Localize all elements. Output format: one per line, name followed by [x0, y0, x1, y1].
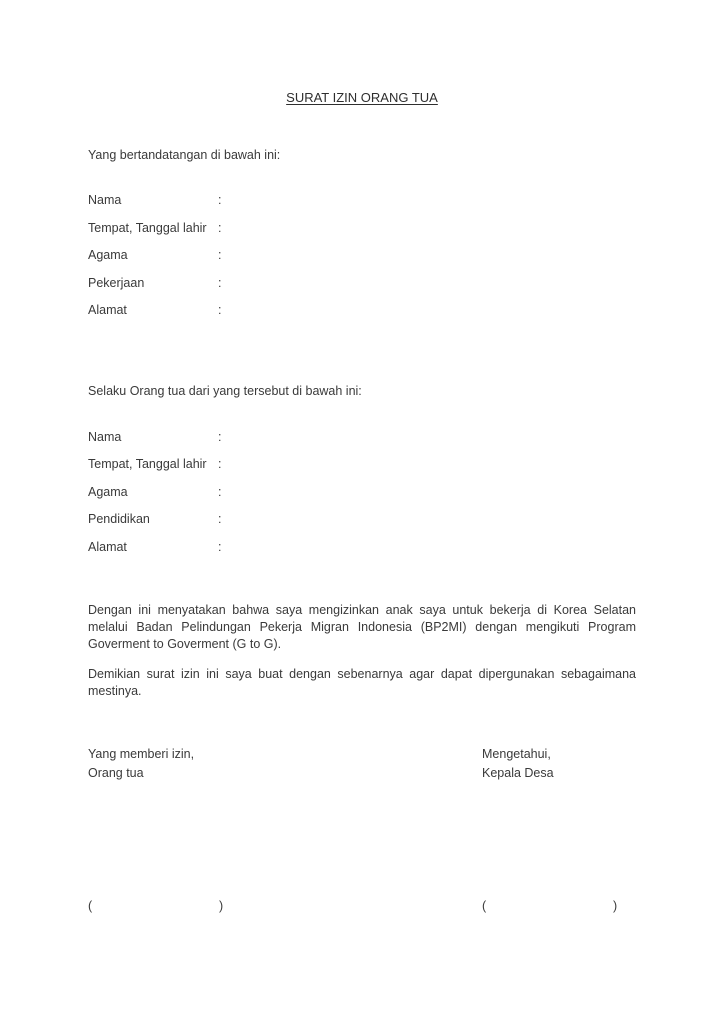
signature-right-title: Mengetahui,	[482, 747, 551, 761]
field-colon: :	[218, 221, 222, 235]
signature-right-open-paren: (	[482, 899, 487, 913]
field-label: Pendidikan	[88, 512, 150, 526]
field-colon: :	[218, 512, 222, 526]
signature-left-title: Yang memberi izin,	[88, 747, 195, 761]
signer-intro: Yang bertandatangan di bawah ini:	[88, 148, 281, 162]
field-colon: :	[218, 248, 222, 262]
field-colon: :	[218, 193, 222, 207]
signature-left-close-paren: )	[219, 899, 224, 913]
field-label: Nama	[88, 193, 122, 207]
field-colon: :	[218, 303, 222, 317]
letter-title	[0, 90, 724, 105]
closing-paragraph: Demikian surat izin ini saya buat dengan sebenarnya agar dapat dipergunakan sebagaimana mestinya.	[88, 667, 636, 698]
signature-left-open-paren: (	[88, 899, 93, 913]
signature-right-role: Kepala Desa	[482, 766, 554, 780]
field-label: Agama	[88, 485, 128, 499]
field-label: Agama	[88, 248, 128, 262]
field-label: Tempat, Tanggal lahir	[88, 457, 207, 471]
letter-title-text: SURAT IZIN ORANG TUA	[286, 90, 438, 105]
field-colon: :	[218, 276, 222, 290]
field-colon: :	[218, 430, 222, 444]
field-colon: :	[218, 485, 222, 499]
field-label: Nama	[88, 430, 122, 444]
field-label: Tempat, Tanggal lahir	[88, 221, 207, 235]
child-intro: Selaku Orang tua dari yang tersebut di bawah ini:	[88, 384, 362, 398]
field-label: Pekerjaan	[88, 276, 145, 290]
field-label: Alamat	[88, 303, 127, 317]
statement-paragraph: Dengan ini menyatakan bahwa saya mengizinkan anak saya untuk bekerja di Korea Selatan melalui Badan Pelindungan Pekerja Migran Indonesia (BP2MI) dengan mengikuti Program Goverment to Goverment (G to G).	[88, 603, 636, 651]
field-colon: :	[218, 457, 222, 471]
signature-left-role: Orang tua	[88, 766, 144, 780]
field-label: Alamat	[88, 540, 127, 554]
field-colon: :	[218, 540, 222, 554]
signature-right-close-paren: )	[613, 899, 618, 913]
